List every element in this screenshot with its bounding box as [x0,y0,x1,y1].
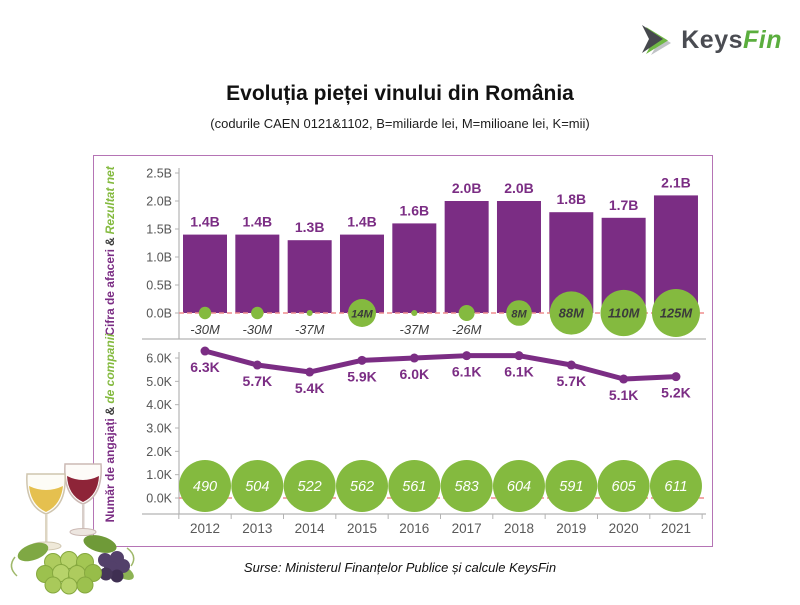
employees-point-label: 6.1K [504,363,534,380]
bottom-ytick-label: 2.0K [146,444,172,459]
netresult-negative-label: -30M [190,322,220,337]
companies-bubble-label: 504 [245,479,270,495]
keysfin-logo [639,22,782,58]
companies-bubble-label: 490 [192,479,218,495]
netresult-negative-label: -37M [399,322,430,337]
employees-point-label: 5.7K [556,373,587,390]
year-label-2021: 2021 [660,521,691,536]
revenue-bar-2017 [445,201,489,313]
employees-point-2016 [410,354,419,363]
revenue-bar-label: 1.6B [399,202,430,219]
netresult-bubble-label: 125M [659,305,693,321]
employees-point-label: 5.2K [661,384,691,401]
employees-point-label: 5.7K [242,373,273,390]
netresult-bubble-2014 [307,310,313,316]
employees-point-label: 5.1K [608,387,639,404]
employees-point-2018 [514,351,523,360]
employees-point-label: 5.9K [347,368,377,385]
source-note: Surse: Ministerul Finanțelor Publice și calcule KeysFin [243,560,557,575]
employees-point-2020 [619,375,628,384]
revenue-bar-label: 2.0B [451,180,482,196]
year-label-2015: 2015 [346,521,378,536]
bottom-ytick-label: 1.0K [146,468,172,483]
top-axis-title-primary: Cifra de afaceri [103,248,117,336]
top-ytick-label: 2.0B [146,194,172,209]
employees-point-2017 [462,351,471,360]
logo-text [681,26,782,55]
employees-point-2015 [357,356,366,365]
bottom-ytick-label: 4.0K [146,398,172,413]
netresult-negative-label: -30M [242,322,273,337]
employees-point-label: 6.3K [190,359,220,376]
top-ytick-label: 1.5B [146,222,172,237]
netresult-negative-label: -37M [294,322,325,337]
employees-line [205,351,676,379]
companies-bubble-label: 591 [559,479,584,495]
bottom-axis-title-amp: & [103,406,117,416]
revenue-bar-label: 1.4B [190,213,220,230]
top-ytick-label: 0.0B [146,306,172,321]
year-label-2014: 2014 [294,521,325,536]
bottom-axis-title-secondary: de companii [103,333,117,404]
year-label-2012: 2012 [189,521,221,536]
companies-bubble-label: 605 [611,479,636,495]
companies-bubble-label: 522 [297,479,322,495]
employees-point-2014 [305,368,314,377]
revenue-bar-label: 1.8B [556,191,587,208]
revenue-bar-label: 2.0B [504,180,534,196]
chart-canvas [94,156,712,546]
page-title: Evoluția pieței vinului din România [226,82,574,105]
year-label-2019: 2019 [556,521,587,536]
year-label-2017: 2017 [451,521,482,536]
revenue-bar-label: 1.4B [347,213,377,230]
bottom-axis-title-primary: Număr de angajați [103,418,117,523]
employees-point-2019 [567,361,576,370]
keysfin-chevron-icon [639,22,675,58]
revenue-bar-2012 [183,235,227,313]
netresult-bubble-label: 110M [607,305,640,321]
bottom-ytick-label: 3.0K [146,421,172,436]
year-label-2013: 2013 [242,521,273,536]
employees-point-2021 [671,372,680,381]
netresult-bubble-2016 [411,310,417,316]
wine-grapes-illustration [5,452,140,600]
employees-point-label: 6.1K [451,363,482,380]
logo-keys: Keys [681,25,743,54]
revenue-bar-label: 1.7B [608,196,639,213]
employees-point-2013 [253,361,262,370]
employees-point-label: 5.4K [294,380,325,397]
revenue-bar-2018 [497,201,541,313]
companies-bubble-label: 611 [664,479,688,495]
top-axis-title-amp: & [103,237,117,246]
companies-bubble-label: 562 [349,479,375,495]
year-label-2016: 2016 [399,521,430,536]
netresult-bubble-2012 [199,307,211,319]
companies-bubble-label: 604 [506,479,532,495]
top-ytick-label: 1.0B [146,250,172,265]
revenue-bar-2016 [392,223,436,313]
top-ytick-label: 0.5B [146,278,172,293]
revenue-bar-2014 [288,240,332,313]
logo-fin: Fin [743,25,782,54]
netresult-bubble-label: 14M [351,308,373,321]
revenue-bar-2013 [235,235,279,313]
year-label-2020: 2020 [608,521,639,536]
companies-bubble-label: 561 [402,479,427,495]
bottom-ytick-label: 6.0K [146,351,172,366]
bottom-ytick-label: 0.0K [146,491,172,506]
revenue-bar-label: 2.1B [661,174,691,191]
companies-bubble-label: 583 [454,479,479,495]
employees-point-2012 [201,347,210,356]
employees-point-label: 6.0K [399,366,430,383]
bottom-ytick-label: 5.0K [146,374,172,389]
revenue-bar-label: 1.3B [294,219,325,236]
netresult-bubble-2013 [251,307,263,319]
page-subtitle: (codurile CAEN 0121&1102, B=miliarde lei, M=milioane lei, K=mii) [210,116,590,131]
netresult-bubble-label: 8M [511,308,527,321]
netresult-bubble-label: 88M [558,305,584,321]
netresult-bubble-2017 [459,305,475,321]
top-axis-title-secondary: Rezultat net [103,166,117,235]
revenue-bar-label: 1.4B [242,213,273,230]
top-ytick-label: 2.5B [146,166,172,181]
netresult-negative-label: -26M [451,322,482,337]
chart-frame [93,155,713,547]
year-label-2018: 2018 [503,521,535,536]
